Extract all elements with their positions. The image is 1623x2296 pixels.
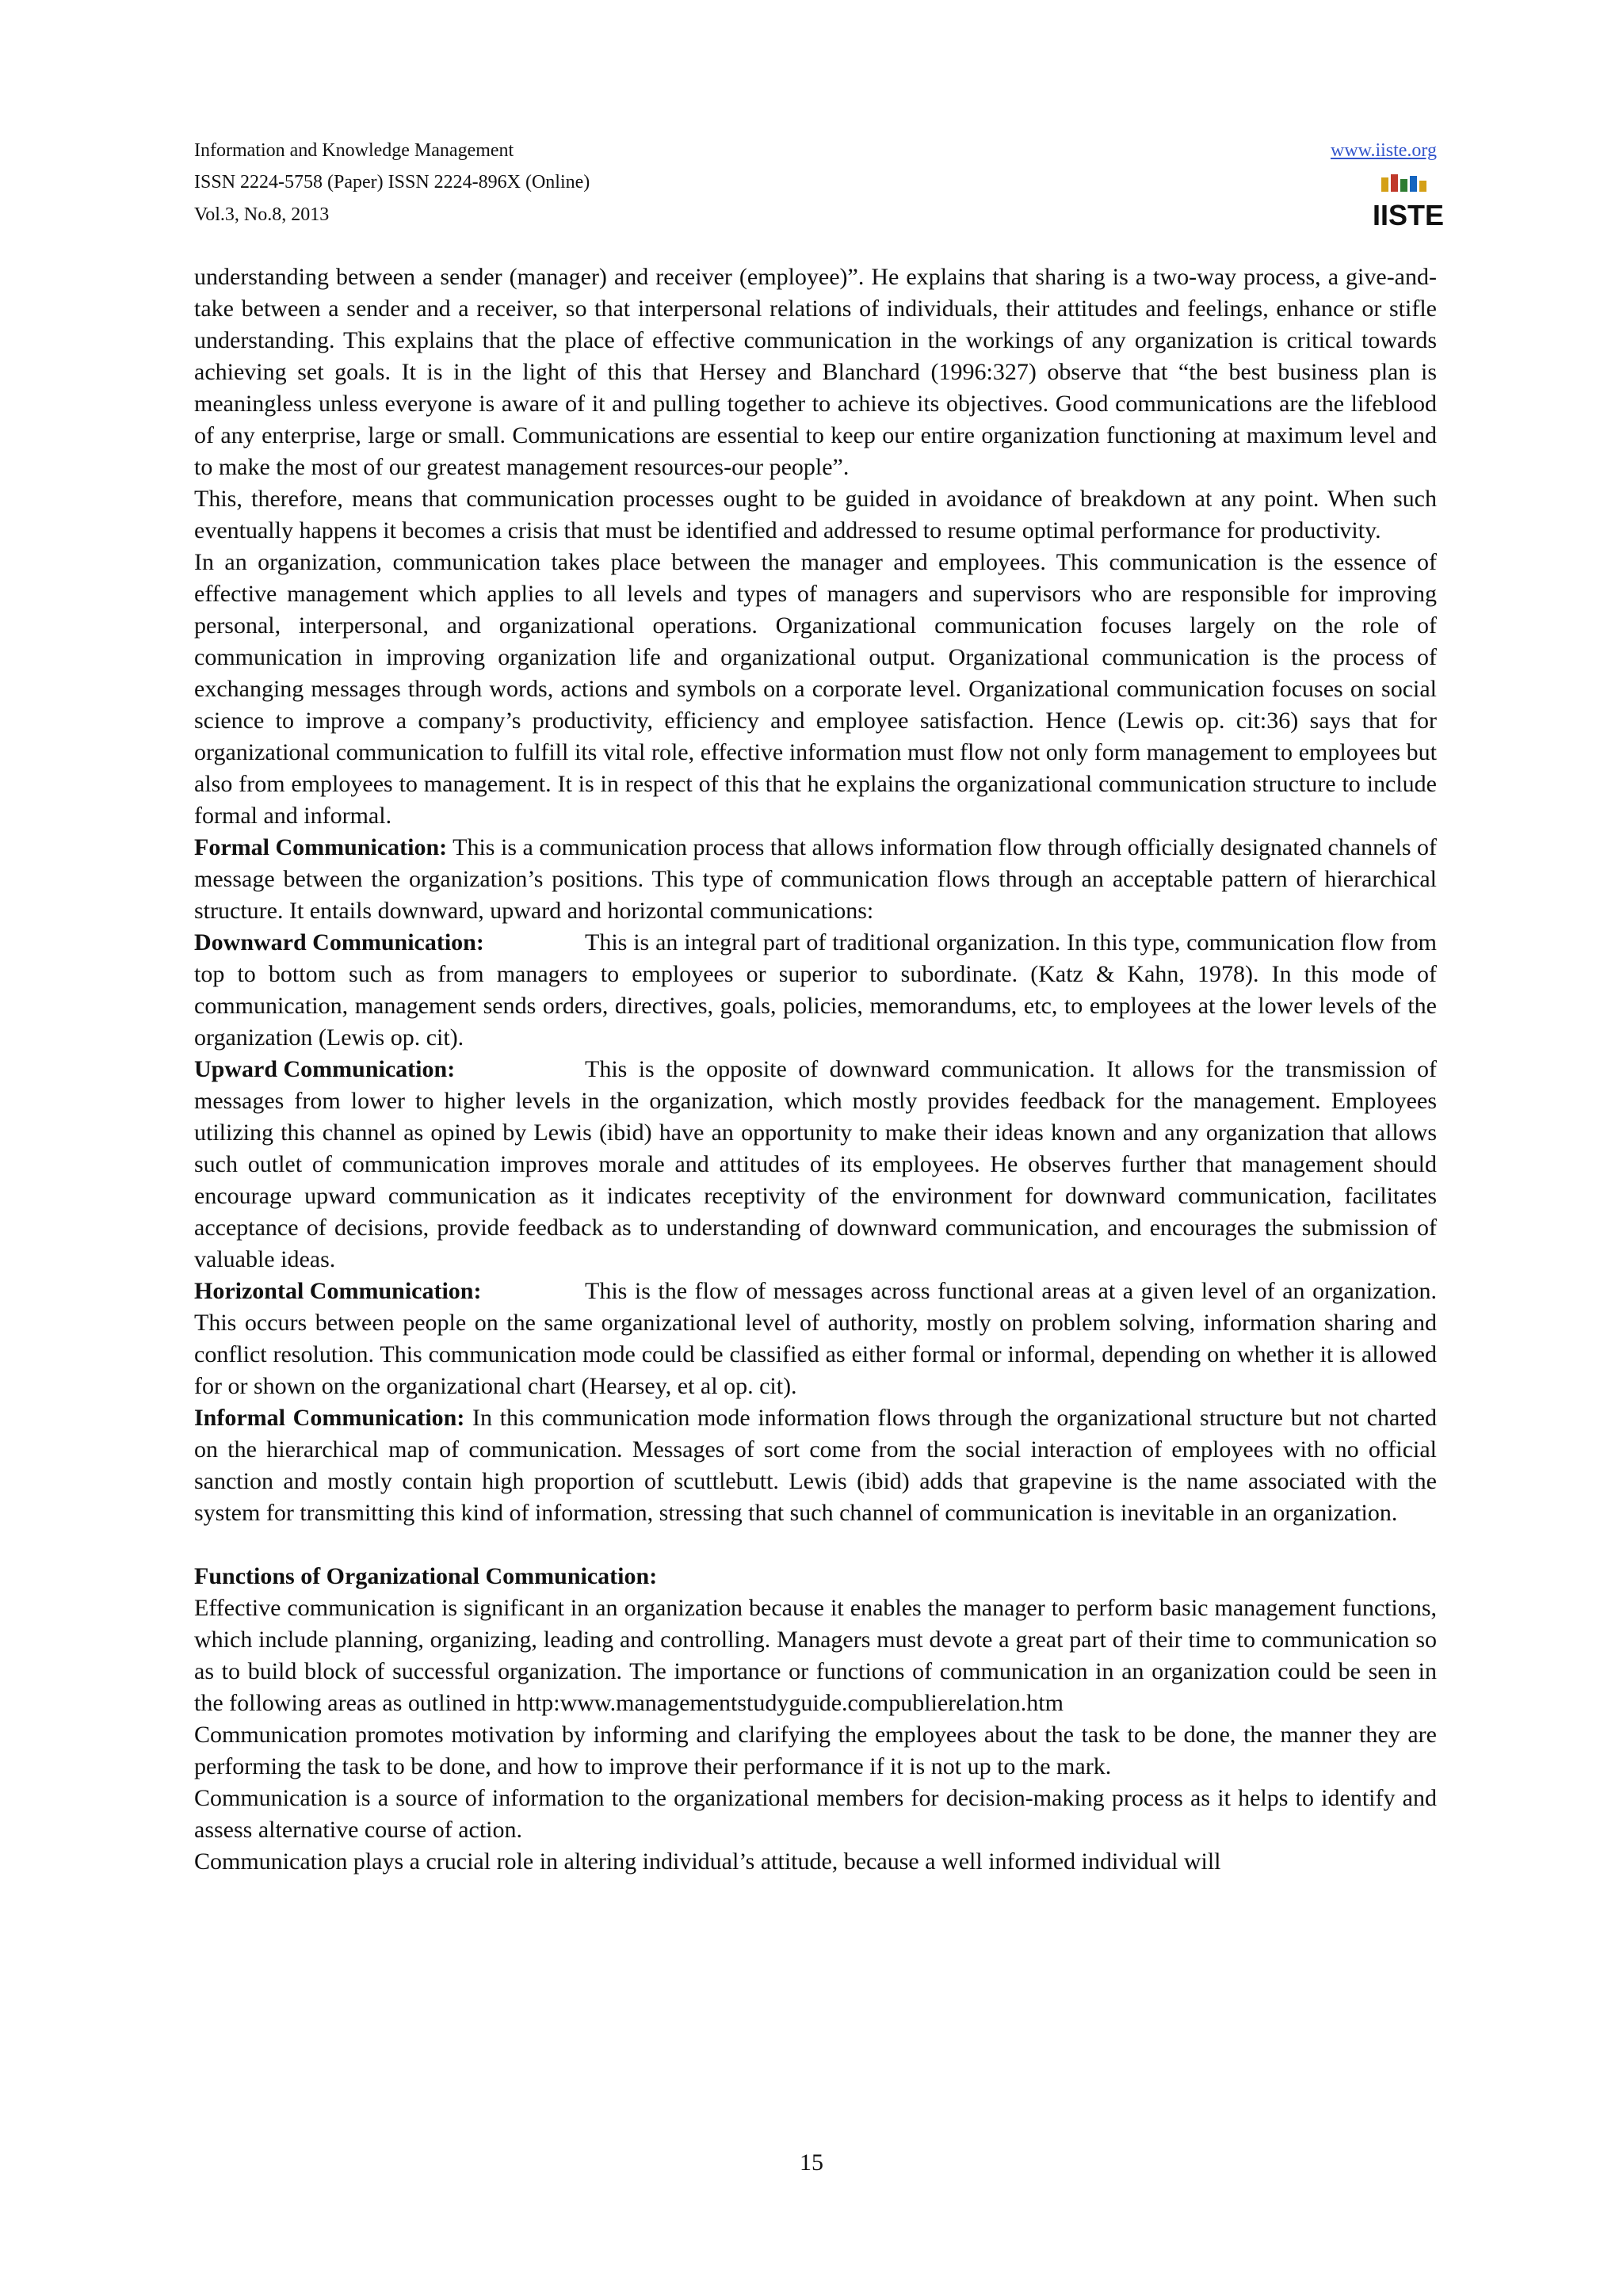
horizontal-communication-heading: Horizontal Communication: — [194, 1278, 482, 1304]
journal-website-link[interactable]: www.iiste.org — [1331, 140, 1437, 161]
iiste-logo — [1372, 173, 1445, 236]
paragraph: Communication promotes motivation by informing and clarifying the employees about the task to be done, the manner they are performing the task to be done, and how to improve their performance if it is not up to the mark. — [194, 1722, 1437, 1779]
article-body — [194, 261, 1437, 1878]
downward-communication-paragraph: Downward Communication: This is an integral part of traditional organization. In this type, communication flow from top to bottom such as from managers to employees or superior to subordinate. (Katz & Kahn, 1978). In this mode of communication, management sends orders, directives, goals, policies, memorandums, etc, to employees at the lower levels of the organization (Lewis op. cit). — [194, 927, 1437, 1054]
volume-line: Vol.3, No.8, 2013 — [194, 204, 330, 225]
paragraph: understanding between a sender (manager) and receiver (employee)”. He explains that sharing is a two-way process, a give-and-take between a sender and a receiver, so that interpersonal relations of individuals, their attitudes and feelings, enhance or stifle understanding. This explains that the place of effective communication in the workings of any organization is critical towards achieving set goals. It is in the light of this that Hersey and Blanchard (1996:327) observe that “the best business plan is meaningless unless everyone is aware of it and pulling together to achieve its objectives. Good communications are the lifeblood of any enterprise, large or small. Communications are essential to keep our entire organization functioning at maximum level and to make the most of our greatest management resources-our people”. — [194, 264, 1437, 480]
paragraph: In an organization, communication takes place between the manager and employees. This communication is the essence of effective management which applies to all levels and types of managers and supervisors who are responsible for improving personal, interpersonal, and organizational operations. Organizational communication focuses largely on the role of communication in improving organization life and organizational output. Organizational communication is the process of exchanging messages through words, actions and symbols on a corporate level. Organizational communication focuses on social science to improve a company’s productivity, efficiency and employee satisfaction. Hence (Lewis op. cit:36) says that for organizational communication to fulfill its vital role, effective information must flow not only form management to employees but also from employees to management. It is in respect of this that he explains the organizational communication structure to include formal and informal. — [194, 549, 1437, 829]
journal-title: Information and Knowledge Management — [194, 140, 514, 161]
upward-communication-paragraph: Upward Communication: This is the opposite of downward communication. It allows for the transmission of messages from lower to higher levels in the organization, which mostly provides feedback for the management. Employees utilizing this channel as opined by Lewis (ibid) have an opportunity to make their ideas known and any organization that allows such outlet of communication improves morale and attitudes of its employees. He observes further that management should encourage upward communication as it indicates receptivity of the environment for downward communication, facilitates acceptance of decisions, provide feedback as to understanding of downward communication, and encourages the submission of valuable ideas. — [194, 1054, 1437, 1276]
informal-communication-paragraph: Informal Communication: In this communication mode information flows through the organizational structure but not charted on the hierarchical map of communication. Messages of sort come from the social interaction of employees with no official sanction and mostly contain high proportion of scuttlebutt. Lewis (ibid) adds that grapevine is the name associated with the system for transmitting this kind of information, stressing that such channel of communication is inevitable in an organization. — [194, 1405, 1437, 1526]
paragraph: Effective communication is significant in an organization because it enables the manager to perform basic management functions, which include planning, organizing, leading and controlling. Managers must devote a great part of their time to communication so as to build block of successful organization. The importance or functions of communication in an organization could be seen in the following areas as outlined in http:www.managementstudyguide.compublierelation.htm — [194, 1595, 1437, 1716]
formal-communication-heading: Formal Communication: — [194, 834, 448, 860]
horizontal-communication-paragraph: Horizontal Communication: This is the flow of messages across functional areas at a given level of an organization. This occurs between people on the same organizational level of authority, mostly on problem solving, information sharing and conflict resolution. This communication mode could be classified as either formal or informal, depending on whether it is allowed for or shown on the organizational chart (Hearsey, et al op. cit). — [194, 1276, 1437, 1402]
formal-communication-paragraph: Formal Communication: This is a communication process that allows information flow through officially designated channels of message between the organization’s positions. This type of communication flows through an acceptable pattern of hierarchical structure. It entails downward, upward and horizontal communications: — [194, 834, 1437, 924]
downward-communication-heading: Downward Communication: — [194, 929, 484, 955]
section-heading: Functions of Organizational Communication: — [194, 1563, 658, 1589]
page-header — [194, 135, 1445, 238]
paragraph: This, therefore, means that communication processes ought to be guided in avoidance of breakdown at any point. When such eventually happens it becomes a crisis that must be identified and addressed to resume optimal performance for productivity. — [194, 486, 1437, 543]
issn-line: ISSN 2224-5758 (Paper) ISSN 2224-896X (Online) — [194, 172, 590, 193]
informal-communication-heading: Informal Communication: — [194, 1405, 465, 1431]
paragraph: Communication is a source of information to the organizational members for decision-making process as it helps to identify and assess alternative course of action. — [194, 1785, 1437, 1843]
paragraph: Communication plays a crucial role in altering individual’s attitude, because a well informed individual will — [194, 1848, 1221, 1875]
page-number: 15 — [800, 2149, 823, 2176]
svg-text:IISTE: IISTE — [1372, 199, 1445, 231]
upward-communication-heading: Upward Communication: — [194, 1056, 456, 1082]
